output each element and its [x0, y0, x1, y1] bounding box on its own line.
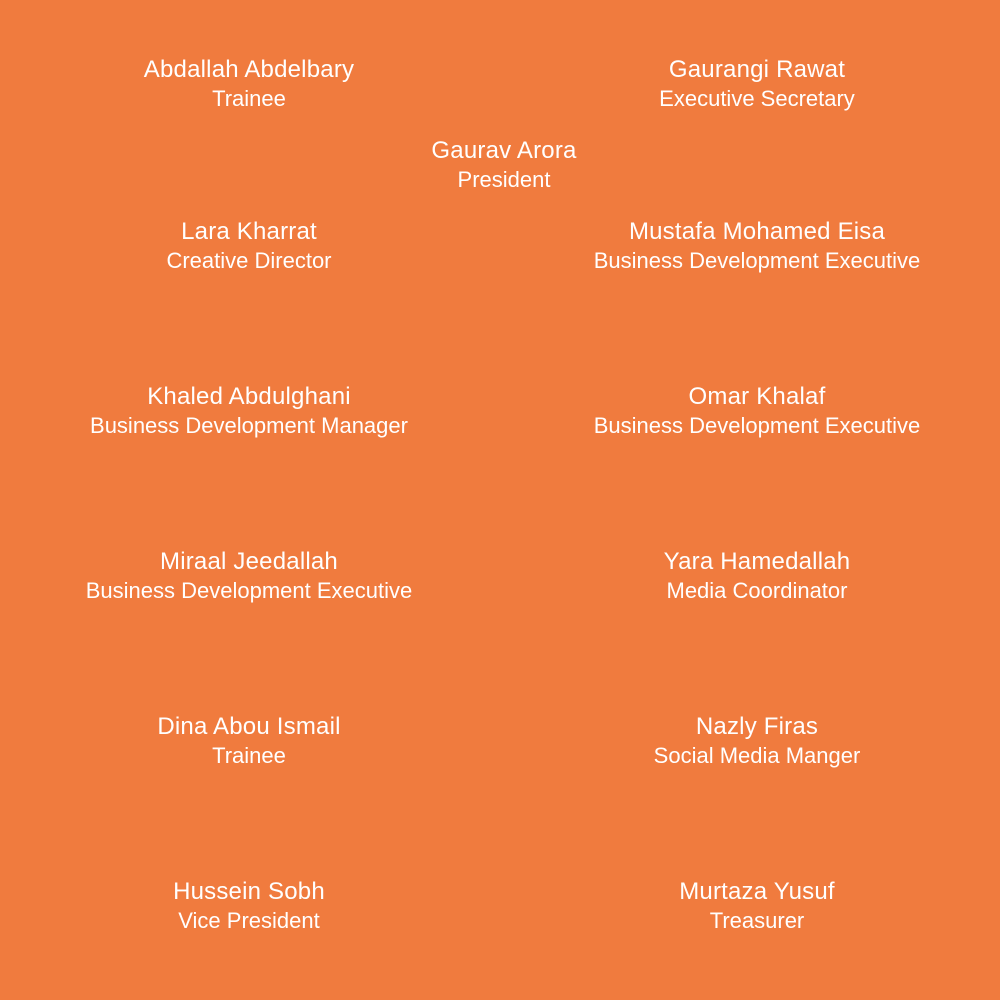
member-card — [537, 218, 977, 273]
member-role: Business Development Executive — [593, 247, 921, 273]
member-role: Business Development Executive — [85, 577, 413, 603]
member-name: Hussein Sobh — [173, 878, 325, 905]
member-role: Executive Secretary — [659, 85, 855, 111]
member-role: Vice President — [178, 907, 320, 933]
member-name: Yara Hamedallah — [663, 548, 851, 575]
member-name: Omar Khalaf — [688, 383, 826, 410]
member-role: Trainee — [212, 742, 286, 768]
member-name: Khaled Abdulghani — [147, 383, 351, 410]
member-name: Gaurangi Rawat — [668, 56, 846, 83]
member-role: Business Development Executive — [593, 412, 921, 438]
member-card — [537, 713, 977, 768]
member-role: President — [457, 166, 551, 192]
member-card — [284, 137, 724, 192]
member-name: Abdallah Abdelbary — [143, 56, 355, 83]
member-card — [29, 713, 469, 768]
member-card — [537, 878, 977, 933]
member-name: Nazly Firas — [695, 713, 819, 740]
member-card — [537, 56, 977, 111]
member-role: Trainee — [212, 85, 286, 111]
member-role: Treasurer — [709, 907, 805, 933]
member-role: Social Media Manger — [653, 742, 861, 768]
member-role: Business Development Manager — [90, 412, 408, 438]
member-card — [29, 548, 469, 603]
member-name: Lara Kharrat — [181, 218, 317, 245]
member-card — [29, 878, 469, 933]
member-name: Dina Abou Ismail — [157, 713, 341, 740]
member-name: Miraal Jeedallah — [160, 548, 338, 575]
member-card — [537, 548, 977, 603]
member-name: Gaurav Arora — [431, 137, 577, 164]
member-role: Creative Director — [166, 247, 332, 273]
member-card — [29, 383, 469, 438]
member-card — [537, 383, 977, 438]
member-name: Mustafa Mohamed Eisa — [628, 218, 886, 245]
member-card — [29, 218, 469, 273]
member-name: Murtaza Yusuf — [679, 878, 835, 905]
member-card — [29, 56, 469, 111]
member-role: Media Coordinator — [666, 577, 848, 603]
